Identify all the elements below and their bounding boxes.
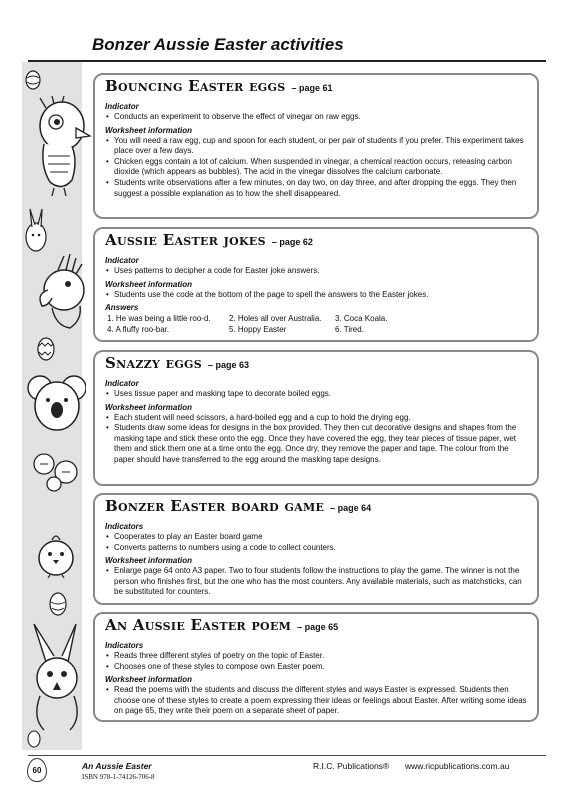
website: www.ricpublications.com.au [405,761,510,771]
bullet-item: • Converts patterns to numbers using a code to collect counters. [105,543,529,554]
bullet-item: • Reads three different styles of poetry on the topic of Easter. [105,651,529,662]
block-label: Worksheet information [105,675,192,685]
activity-title: Snazzy eggs [105,354,202,372]
bird-illustration [26,96,92,196]
chick-illustration [34,528,78,578]
answer-item: 5. Hoppy Easter [229,325,287,335]
bullet-item: • Each student will need scissors, a hard-boiled egg and a cup to hold the drying egg. [105,413,529,424]
book-title: An Aussie Easter [82,761,152,771]
block-label: Indicator [105,256,139,265]
page-title: Bonzer Aussie Easter activities [92,35,344,54]
page-reference: – page 65 [297,622,339,632]
isbn: ISBN 978-1-74126-706-8 [82,773,155,781]
egg-illustration [24,68,42,90]
bullet-item: • Chicken eggs contain a lot of calcium. When suspended in vinegar, a chemical reaction occurs, releasing carbon dioxide (which appears as bubbles). The acid in the vinegar dissolves the calcium carbonate. [105,157,529,178]
activity-title: Aussie Easter jokes [105,231,266,249]
bullet-item: • Enlarge page 64 onto A3 paper. Two to four students follow the instructions to play the game. The winner is not the person who finishes first, but the one who has the most counters. Any available materials, such as matchsticks, can be substituted for counters. [105,566,529,598]
answer-item: 4. A fluffy roo-bar. [107,325,170,335]
block-label: Indicators [105,641,144,650]
rabbit-in-egg-illustration [24,205,48,255]
answer-item: 3. Coca Koala. [335,314,388,324]
answers-grid [105,313,529,335]
answer-item: 1. He was being a little roo-d. [107,314,211,324]
koala-illustration [26,370,86,440]
block-label: Indicator [105,379,139,388]
block-label: Worksheet information [105,556,192,566]
block-label: Indicator [105,102,139,111]
gumnut-illustration [30,450,84,492]
page-reference: – page 64 [330,503,372,513]
activity-card-snazzy-eggs [93,350,539,486]
bullet-item: • Cooperates to play an Easter board game [105,532,529,543]
bullet-item: • Uses tissue paper and masking tape to decorate boiled eggs. [105,389,529,400]
bullet-item: • Chooses one of these styles to compose own Easter poem. [105,662,529,673]
activity-title: Bonzer Easter board game [105,497,325,515]
page-number-badge [27,758,47,782]
egg-illustration [48,590,68,616]
block-label: Worksheet information [105,125,192,135]
activity-card-bouncing-easter-eggs [93,73,539,219]
title-divider [28,60,546,62]
bullet-item: • Students use the code at the bottom of the page to spell the answers to the Easter jokes. [105,290,529,301]
answers-label: Answers [105,303,139,313]
bullet-item: • Students write observations after a few minutes, on day two, on day three, and after dropping the eggs. They then suggest a possible explanation as to how the shell disappeared. [105,178,529,199]
bullet-item: • Students draw some ideas for designs in the box provided. They then cut decorative designs and shapes from the masking tape and stick these onto the egg. Once they have covered the egg, they tear pieces of tissue paper, wet them and stick them one at a time onto the egg. Once dry, they remove the paper and tape. The colour from the paper should have transferred to the egg around the masking tape designs. [105,423,529,465]
answer-item: 2. Holes all over Australia. [229,314,322,324]
egg-illustration [36,335,56,361]
publisher: R.I.C. Publications® [313,761,390,771]
block-label: Worksheet information [105,402,192,412]
bullet-item: • You will need a raw egg, cup and spoon for each student, or per pair of students if you prefer. This experiment takes place over a few days. [105,136,529,157]
footer-divider [28,755,546,756]
cockatoo-illustration [30,250,90,330]
activity-card-bonzer-easter-board-game [93,493,539,605]
page-reference: – page 62 [271,237,313,247]
activity-title: An Aussie Easter poem [105,616,292,634]
bullet-item: • Read the poems with the students and discuss the different styles and ways Easter is expressed. Students then choose one of these styles to create a poem expressing their ideas or feelings about Easter. After writing some ideas on page 65, they write their poem on a separate sheet of paper. [105,685,529,717]
page-reference: – page 63 [207,360,250,370]
bullet-item: • Uses patterns to decipher a code for Easter joke answers. [105,266,529,277]
block-label: Indicators [105,522,144,531]
activity-card-aussie-easter-jokes [93,227,539,342]
bilby-illustration [24,622,90,732]
answer-item: 6. Tired. [335,325,364,335]
page-reference: – page 61 [291,83,333,93]
page-number: 60 [32,765,42,775]
activity-card-an-aussie-easter-poem [93,612,539,722]
block-label: Worksheet information [105,279,192,289]
egg-illustration [26,728,42,748]
activity-title: Bouncing Easter eggs [105,77,286,95]
bullet-item: • Conducts an experiment to observe the effect of vinegar on raw eggs. [105,112,529,123]
